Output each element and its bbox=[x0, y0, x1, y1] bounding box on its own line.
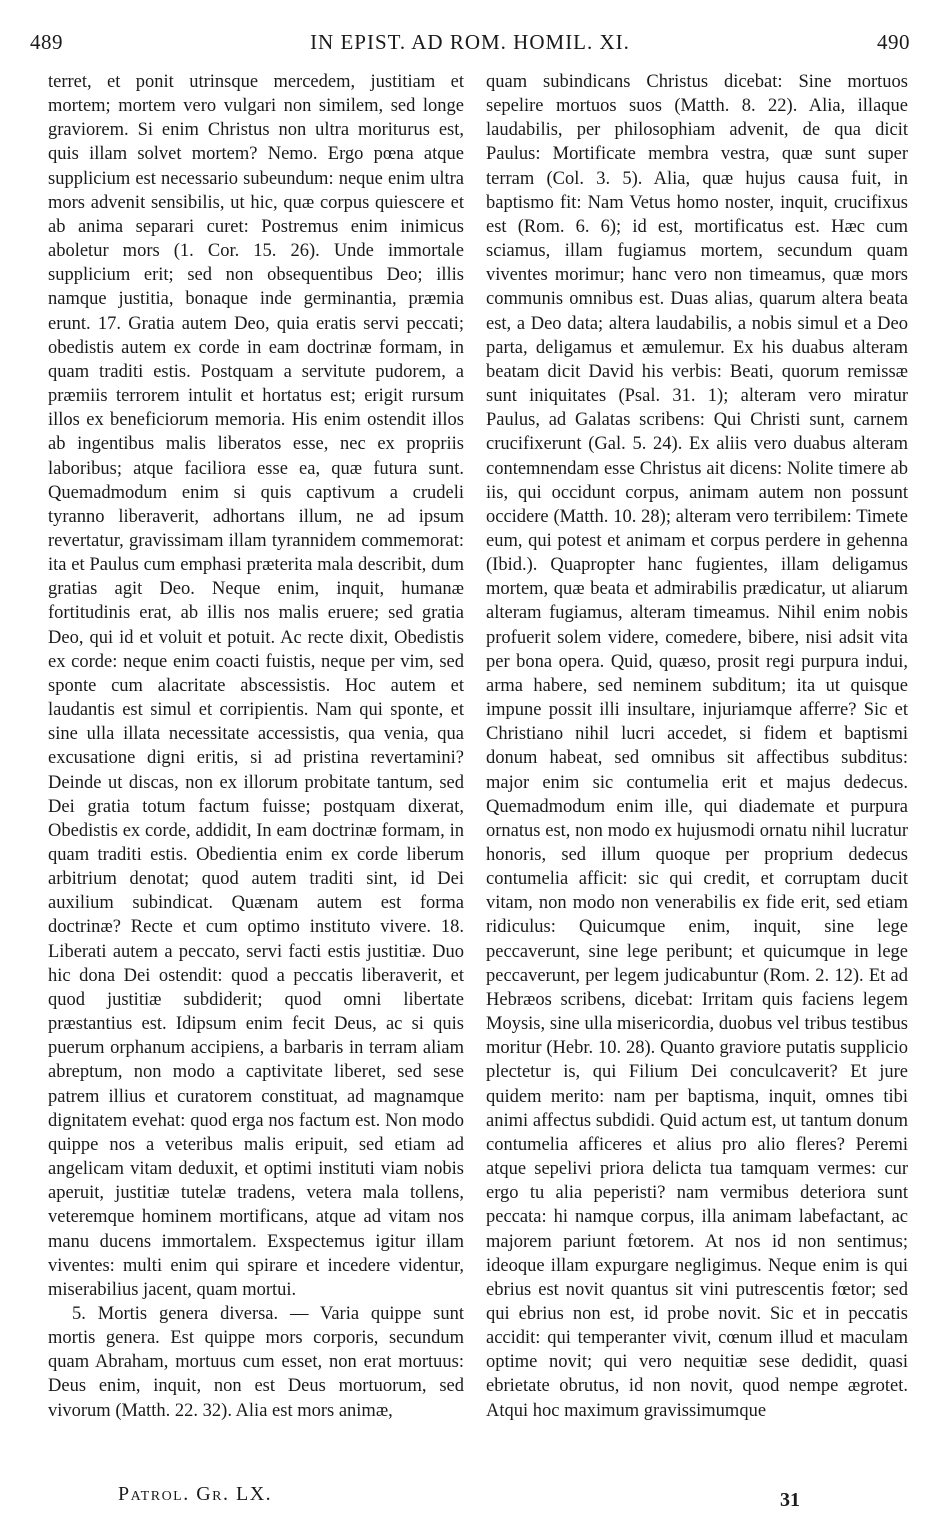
page-number-right: 490 bbox=[877, 30, 910, 54]
running-header bbox=[30, 30, 910, 60]
right-column bbox=[486, 70, 908, 1423]
left-paragraph-2: 5. Mortis genera diversa. — Varia quippe sunt mortis genera. Est quippe mors corporis, secundum quam Abraham, mortuus cum esset, non erat mortuus: Deus enim, inquit, non est Deus mortuorum, sed vivorum (Matth. 22. 32). Alia est mors animæ, bbox=[48, 1303, 464, 1421]
right-paragraph-1: quam subindicans Christus dicebat: Sine mortuos sepelire mortuos suos (Matth. 8. 22). Alia, illaque laudabilis, per philosophiam advenit, de qua dicit Paulus: Mortificate membra vestra, quæ sunt super terram (Col. 3. 5). Alia, quæ hujus causa fuit, in baptismo fit: Nam Vetus homo noster, inquit, crucifixus est (Rom. 6. 6); id est, mortificatus est. Hæc cum sciamus, illam fugiamus mortem, secundum quam viventes morimur; hanc vero non timeamus, quæ mors communis omnibus est. Duas alias, quarum altera beata est, a Deo data; altera laudabilis, a nobis simul et a Deo parta, deligamus et æmulemur. Ex his duabus alteram beatam dicit David his verbis: Beati, quorum remissæ sunt iniquitates (Psal. 31. 1); alteram vero miratur Paulus, ad Galatas scribens: Qui Christi sunt, carnem crucifixerunt (Gal. 5. 24). Ex aliis vero duabus alteram contemnendam esse Christus ait dicens: Nolite timere ab iis, qui occidunt corpus, animam autem non possunt occidere (Matth. 10. 28); alteram vero terribilem: Timete eum, qui potest et animam et corpus perdere in gehenna (Ibid.). Quapropter hanc fugientes, illam deligamus mortem, quæ beata et admirabilis prædicatur, ut aliarum alteram fugiamus, alteram timeamus. Nihil enim nobis profuerit solem videre, comedere, bibere, nisi adsit vita per bona opera. Quid, quæso, prosit regi purpura indui, arma habere, sed neminem subditum; ita ut quisque impune possit illi insultare, injuriamque afferre? Sic et Christiano nihil lucri accedet, si fidem et baptismi donum habeat, sed omnibus sit affectibus subditus: major enim sic contumelia erit et majus dedecus. Quemadmodum enim ille, qui diademate et purpura ornatus est, non modo ex hujusmodi ornatu nihil lucratur honoris, sed illum quoque per proprium dedecus contumelia afficit: sic qui credit, et corruptam ducit vitam, non modo non venerabilis ex fide erit, sed etiam ridiculus: Quicumque enim, inquit, sine lege peccaverunt, sine lege peribunt; et quicumque in lege peccaverunt, per legem judicabuntur (Rom. 2. 12). Et ad Hebræos scribens, dicebat: Irritam quis faciens legem Moysis, sine ulla misericordia, duobus vel tribus testibus moritur (Hebr. 10. 28). Quanto graviore putatis supplicio plectetur is, qui Filium Dei conculcaverit? Et jure quidem merito: nam per baptisma, inquit, omnes tibi animi affectus subdidi. Quid actum est, ut tantum donum contumelia afficeres et alius pro alio fleres? Peremi atque sepelivi priora delicta tua tamquam vermes: cur ergo tu alia peperisti? nam vermibus deteriora sunt peccata: hi namque corpus, illa animam labefactant, ac majorem pariunt fœtorem. At nos id non sentimus; ideoque illam expurgare negligimus. Neque enim is qui ebrius est novit quantus sit vini putrescentis fœtor; sed qui ebrius non est, id probe novit. Sic et in peccatis accidit: qui temperanter vivit, cœnum illud et maculam optime novit; qui vero nequitiæ sese dedidit, quasi ebrietate obrutus, id non novit, quod nempe ægrotet. Atqui hoc maximum gravissimumque bbox=[486, 72, 908, 1421]
printer-signature: Patrol. Gr. LX. bbox=[118, 1483, 273, 1505]
sheet-number: 31 bbox=[780, 1489, 800, 1511]
left-column bbox=[48, 70, 464, 1423]
left-paragraph-1: terret, et ponit utrinsque mercedem, justitiam et mortem; mortem vero vulgari non similem, sed longe graviorem. Si enim Christus non ultra moriturus est, quis illam solvet mortem? Nemo. Ergo pœna atque supplicium est necessario subeundum: neque enim ultra mors advenit sensibilis, ut hic, quæ corpus quiescere et ab anima separari curet: Postremus enim inimicus aboletur mors (1. Cor. 15. 26). Unde immortale supplicium erit; sed non obsequentibus Deo; illis namque justitia, bonaque inde germinantia, præmia erunt. 17. Gratia autem Deo, quia eratis servi peccati; obedistis autem ex corde in eam doctrinæ formam, in quam traditi estis. Postquam a servitute pudorem, a præmiis terrorem intulit et hortatus est; erigit rursum illos ex beneficiorum memoria. His enim ostendit illos ab ingentibus malis liberatos esse, nec ex propriis laboribus; atque faciliora esse ea, quæ futura sunt. Quemadmodum enim si quis captivum a crudeli tyranno liberaverit, adhortans illum, ne ad ipsum revertatur, gravissimam illam tyrannidem commemorat: ita et Paulus cum emphasi præterita mala describit, dum gratias agit Deo. Neque enim, inquit, humanæ fortitudinis erat, ab illis nos malis eruere; sed gratia Deo, qui id et voluit et potuit. Ac recte dixit, Obedistis ex corde: neque enim coacti fuistis, neque per vim, sed sponte cum alacritate abscessistis. Hoc autem et laudantis est simul et corripientis. Nam qui sponte, et sine ulla illata necessitate accessistis, qua venia, qua excusatione digni eritis, si ad pristina revertamini? Deinde ut discas, non ex illorum probitate tantum, sed Dei gratia totum factum fuisse; postquam dixerat, Obedistis ex corde, addidit, In eam doctrinæ formam, in quam traditi estis. Obedientia enim ex corde liberum arbitrium denotat; quod autem traditi sint, id Dei auxilium subindicat. Quænam autem est forma doctrinæ? Recte et cum optimo instituto vivere. 18. Liberati autem a peccato, servi facti estis justitiæ. Duo hic dona Dei ostendit: quod a peccatis liberaverit, et quod justitiæ subdiderit; quod omni libertate præstantius est. Idipsum enim fecit Deus, ac si quis puerum orphanum accipiens, a barbaris in terram aliam abreptum, non modo a captivitate liberet, sed sese patrem illius et curatorem constituat, ad magnamque dignitatem evehat: quod erga nos factum est. Non modo quippe nos a veteribus malis eripuit, sed etiam ad angelicam vitam deduxit, et optimi instituti viam nobis aperuit, justitiæ tutelæ tradens, vetera mala tollens, veteremque hominem mortificans, atque ad vitam nos manu ducens immortalem. Exspectemus igitur illam viventes: multi enim qui spirare et incedere videntur, miserabilius jacent, quam mortui. bbox=[48, 72, 464, 1300]
page-number-left: 489 bbox=[30, 30, 63, 54]
running-title: IN EPIST. AD ROM. HOMIL. XI. bbox=[310, 30, 630, 54]
